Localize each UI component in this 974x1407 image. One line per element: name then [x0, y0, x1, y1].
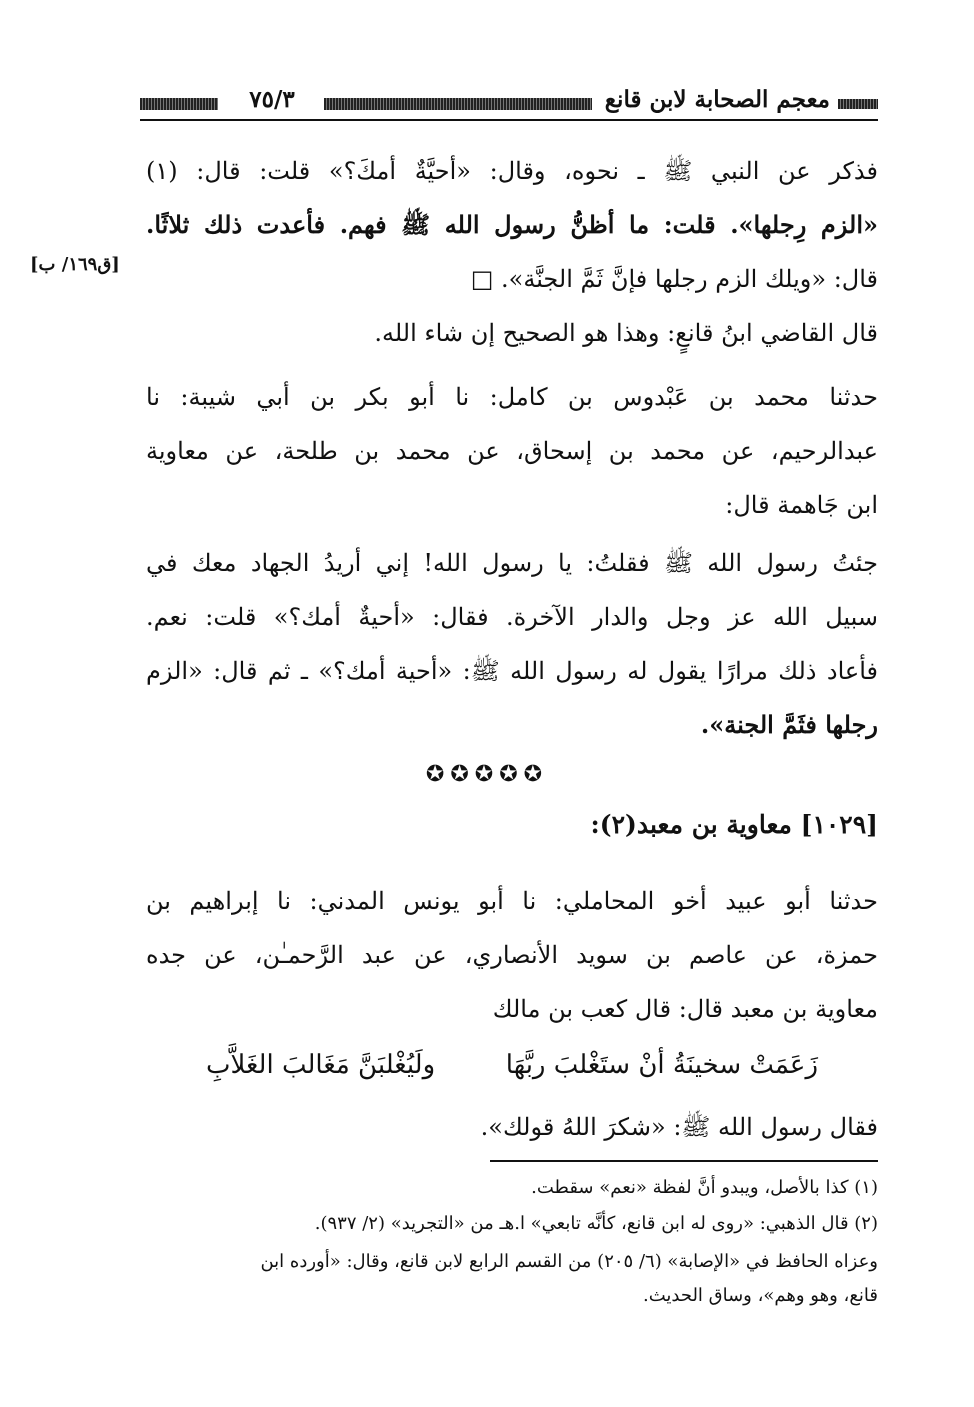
paragraph-4: [146, 536, 878, 752]
text-line: «الزم رِجلها». قلت: ما أظنُّ رسول الله ﷺ فهم. فأعدت ذلك ثلاثًا.: [146, 210, 878, 239]
footnote-rule: [490, 1160, 878, 1162]
text-line: سبيل الله عز وجل والدار الآخرة. فقال: «أحيةٌ أمك؟» قلت: نعم.: [146, 603, 878, 631]
section-separator: ✪✪✪✪✪: [425, 762, 549, 787]
text-line: رجلها فثَمَّ الجنة».: [700, 710, 878, 739]
text-line: فقال رسول الله ﷺ: «شكرَ اللهُ قولك».: [480, 1113, 878, 1141]
header-ornament-bar: [324, 98, 592, 110]
text-line: قال: «ويلك الزم رجلها فإنَّ ثَمَّ الجنَّة». □: [470, 265, 878, 293]
text-line: عبدالرحيم، عن محمد بن إسحاق، عن محمد بن طلحة، عن معاوية: [146, 437, 878, 465]
text-line: ابن جَاهمة قال:: [725, 491, 878, 519]
page-header: [140, 86, 878, 120]
paragraph-5: [146, 874, 878, 1036]
header-ornament-bar: [838, 99, 878, 109]
footnote-2: (٢) قال الذهبي: «روى له ابن قانع، كأنَّه تابعي» ا.هـ من «التجريد» (٢/ ٩٣٧).: [314, 1213, 878, 1234]
footnote-2-continued: قانع، وهو وهم»، وساق الحديث.: [642, 1285, 878, 1306]
header-ornament-bar: [140, 98, 218, 110]
text-line: جئتُ رسول الله ﷺ فقلتُ: يا رسول الله! إني أريدُ الجهاد معك في: [146, 549, 878, 577]
paragraph-6: [146, 1100, 878, 1154]
text-line: حمزة، عن عاصم بن سويد الأنصاري، عن عبد الرَّحمـٰن، عن جده: [146, 941, 878, 969]
footnote-1: (١) كذا بالأصل، ويبدو أنَّ لفظة «نعم» سقطت.: [531, 1177, 878, 1198]
poem-verse-first-half: زَعَمَتْ سخينَةُ أنْ ستَغْلبَ ربَّهَا: [505, 1050, 818, 1080]
text-line: حدثنا أبو عبيد أخو المحاملي: نا أبو يونس المدني: نا إبراهيم بن: [146, 887, 878, 915]
entry-heading: [١٠٢٩] معاوية بن معبد(٢):: [590, 810, 878, 839]
paragraph-3: [146, 370, 878, 532]
text-line: معاوية بن معبد قال: قال كعب بن مالك: [492, 995, 878, 1023]
text-line: فذكر عن النبي ﷺ ـ نحوه، وقال: «أحيَّةٌ أمكَ؟» قلت: قال: (١): [146, 157, 878, 185]
paragraph-1: [146, 144, 878, 306]
text-line: فأعاد ذلك مرارًا يقول له رسول الله ﷺ: «أحية أمك؟» ـ ثم قال: «الزم: [146, 657, 878, 685]
poem-verse-second-half: ولَيُغْلبَنَّ مَغَالبَ الغَلاَّبِ: [206, 1050, 436, 1080]
page-number: ٧٥/٣: [249, 86, 295, 113]
paragraph-2: [146, 306, 878, 360]
manuscript-folio-note: [ق١٦٩/ ب]: [30, 254, 120, 275]
header-rule: [140, 119, 878, 121]
book-title: معجم الصحابة لابن قانع: [604, 86, 830, 113]
text-line: قال القاضي ابنُ قانعٍ: وهذا هو الصحيح إن شاء الله.: [374, 319, 878, 347]
text-line: حدثنا محمد بن عَبْدوس بن كامل: نا أبو بكر بن أبي شيبة: نا: [146, 383, 878, 411]
footnote-2-continued: وعزاه الحافظ في «الإصابة» (٦/ ٢٠٥) من القسم الرابع لابن قانع، وقال: «أورده ابن: [260, 1251, 878, 1272]
